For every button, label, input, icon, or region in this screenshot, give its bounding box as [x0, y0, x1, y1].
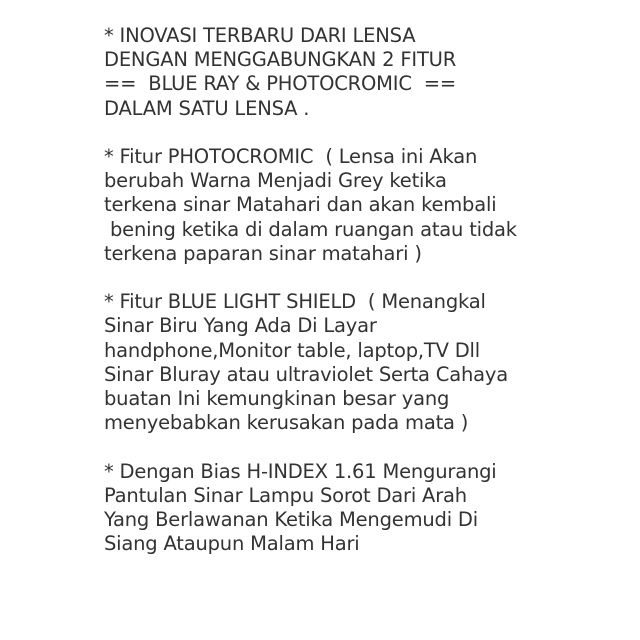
- text-line: Sinar Bluray atau ultraviolet Serta Cahaya: [104, 362, 508, 386]
- text-line: * INOVASI TERBARU DARI LENSA: [104, 24, 416, 47]
- text-line: Siang Ataupun Malam Hari: [104, 532, 360, 556]
- text-line: terkena sinar Matahari dan akan kembali: [104, 193, 497, 217]
- text-line: handphone,Monitor table, laptop,TV Dll: [104, 338, 480, 362]
- text-line: * Dengan Bias H-INDEX 1.61 Mengurangi: [104, 459, 497, 483]
- paragraph-blue-light-shield: [104, 290, 634, 435]
- paragraph-photocromic: [104, 145, 634, 266]
- paragraph-intro: [104, 24, 634, 121]
- text-line: Pantulan Sinar Lampu Sorot Dari Arah: [104, 483, 467, 507]
- text-line: * Fitur PHOTOCROMIC ( Lensa ini Akan: [104, 145, 478, 168]
- text-line: * Fitur BLUE LIGHT SHIELD ( Menangkal: [104, 290, 486, 314]
- text-line: menyebabkan kerusakan pada mata ): [104, 411, 469, 435]
- text-line: DALAM SATU LENSA .: [104, 96, 310, 120]
- text-line: == BLUE RAY & PHOTOCROMIC ==: [104, 72, 457, 96]
- paragraph-h-index: [104, 460, 634, 557]
- text-line: bening ketika di dalam ruangan atau tidak: [104, 217, 517, 241]
- text-line: Sinar Biru Yang Ada Di Layar: [104, 314, 377, 338]
- text-line: terkena paparan sinar matahari ): [104, 241, 422, 265]
- text-line: DENGAN MENGGABUNGKAN 2 FITUR: [104, 48, 457, 72]
- text-line: berubah Warna Menjadi Grey ketika: [104, 169, 447, 193]
- text-line: Yang Berlawanan Ketika Mengemudi Di: [104, 508, 478, 532]
- product-description: [104, 24, 634, 581]
- text-line: buatan Ini kemungkinan besar yang: [104, 387, 450, 411]
